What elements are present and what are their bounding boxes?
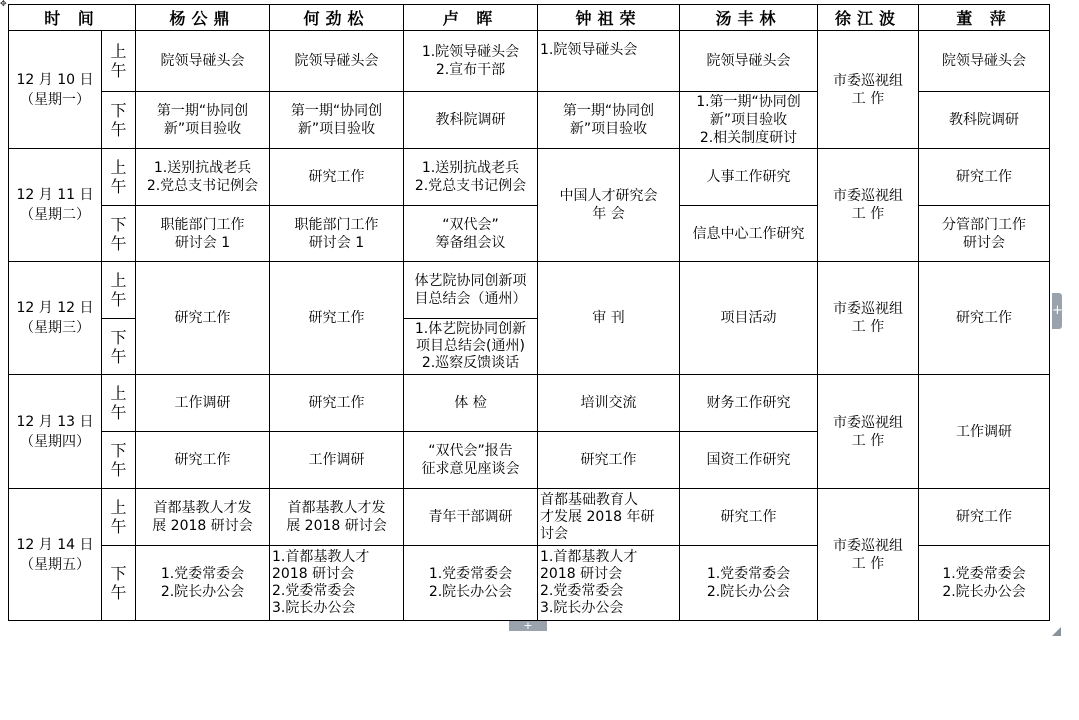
schedule-cell[interactable]: 项目活动 (680, 262, 818, 375)
schedule-cell[interactable]: 首都基教人才发 展 2018 研讨会 (270, 489, 404, 546)
header-person: 卢 晖 (404, 5, 538, 31)
schedule-cell[interactable]: 研究工作 (136, 262, 270, 375)
schedule-cell[interactable]: 市委巡视组 工 作 (818, 375, 919, 489)
header-person: 何劲松 (270, 5, 404, 31)
schedule-cell[interactable]: 第一期“协同创 新”项目验收 (270, 92, 404, 149)
schedule-cell[interactable]: 1.党委常委会 2.院长办公会 (919, 546, 1050, 621)
schedule-cell[interactable]: 市委巡视组 工 作 (818, 31, 919, 149)
schedule-cell[interactable]: 研究工作 (538, 432, 680, 489)
schedule-cell[interactable]: 分管部门工作 研讨会 (919, 206, 1050, 262)
resize-icon (1052, 627, 1061, 636)
plus-icon: + (1052, 303, 1063, 318)
schedule-cell[interactable]: 1.党委常委会 2.院长办公会 (136, 546, 270, 621)
header-row (9, 5, 1050, 31)
schedule-cell[interactable]: 研究工作 (136, 432, 270, 489)
date-cell (9, 31, 102, 149)
weekday-label: （星期四） (20, 433, 90, 450)
schedule-cell[interactable]: 1.首都基教人才 2018 研讨会 2.党委常委会 3.院长办公会 (270, 546, 404, 621)
date-cell (9, 375, 102, 489)
schedule-cell[interactable]: 研究工作 (919, 489, 1050, 546)
schedule-cell[interactable]: 市委巡视组 工 作 (818, 149, 919, 262)
schedule-cell[interactable]: 研究工作 (680, 489, 818, 546)
schedule-cell[interactable]: 青年干部调研 (404, 489, 538, 546)
schedule-cell[interactable]: 人事工作研究 (680, 149, 818, 206)
pm-label: 下 午 (110, 441, 127, 479)
table-move-handle[interactable] (0, 0, 7, 7)
schedule-cell[interactable]: 研究工作 (919, 262, 1050, 375)
plus-icon: + (523, 619, 533, 632)
pm-label: 下 午 (110, 564, 127, 602)
schedule-cell[interactable]: 体 检 (404, 375, 538, 432)
insert-column-handle[interactable] (1052, 293, 1062, 329)
schedule-cell[interactable]: 1.首都基教人才 2018 研讨会 2.党委常委会 3.院长办公会 (538, 546, 680, 621)
schedule-cell[interactable]: 1.党委常委会 2.院长办公会 (680, 546, 818, 621)
half-day-pm (102, 546, 136, 621)
schedule-cell[interactable]: 1.院领导碰头会 (538, 31, 680, 92)
schedule-cell[interactable]: 培训交流 (538, 375, 680, 432)
am-label: 上 午 (110, 42, 127, 80)
am-label: 上 午 (110, 271, 127, 309)
schedule-cell[interactable]: 第一期“协同创 新”项目验收 (136, 92, 270, 149)
header-person: 董 萍 (919, 5, 1050, 31)
schedule-cell[interactable]: 市委巡视组 工 作 (818, 489, 919, 621)
schedule-cell[interactable]: 1.院领导碰头会 2.宣布干部 (404, 31, 538, 92)
date-cell (9, 262, 102, 375)
pm-label: 下 午 (110, 101, 127, 139)
am-label: 上 午 (110, 384, 127, 422)
schedule-cell[interactable]: 1.送别抗战老兵 2.党总支书记例会 (404, 149, 538, 206)
schedule-cell[interactable]: 职能部门工作 研讨会 1 (270, 206, 404, 262)
schedule-cell[interactable]: 首都基教人才发 展 2018 研讨会 (136, 489, 270, 546)
table-row (9, 31, 1050, 92)
weekday-label: （星期二） (20, 207, 90, 223)
schedule-cell[interactable]: 研究工作 (270, 262, 404, 375)
schedule-cell[interactable]: 院领导碰头会 (270, 31, 404, 92)
schedule-cell[interactable]: 第一期“协同创 新”项目验收 (538, 92, 680, 149)
half-day-am (102, 489, 136, 546)
schedule-cell[interactable]: 信息中心工作研究 (680, 206, 818, 262)
weekday-label: （星期五） (20, 556, 90, 573)
date-label: 12 月 12 日 (16, 300, 94, 316)
schedule-cell[interactable]: 1.体艺院协同创新 项目总结会(通州) 2.巡察反馈谈话 (404, 319, 538, 375)
weekday-label: （星期一） (20, 91, 90, 108)
schedule-cell[interactable]: 研究工作 (919, 149, 1050, 206)
schedule-cell[interactable]: “双代会”报告 征求意见座谈会 (404, 432, 538, 489)
half-day-pm (102, 92, 136, 149)
schedule-cell[interactable]: 1.送别抗战老兵 2.党总支书记例会 (136, 149, 270, 206)
pm-label: 下 午 (110, 327, 127, 366)
schedule-cell[interactable]: 审 刊 (538, 262, 680, 375)
schedule-cell[interactable]: 体艺院协同创新项 目总结会（通州） (404, 262, 538, 319)
schedule-cell[interactable]: 财务工作研究 (680, 375, 818, 432)
schedule-cell[interactable]: 市委巡视组 工 作 (818, 262, 919, 375)
table-row (9, 149, 1050, 206)
half-day-pm (102, 432, 136, 489)
insert-row-handle[interactable] (509, 621, 547, 631)
schedule-cell[interactable]: 首都基础教育人 才发展 2018 年研 讨会 (538, 489, 680, 546)
schedule-cell[interactable]: 院领导碰头会 (919, 31, 1050, 92)
half-day-am (102, 375, 136, 432)
half-day-pm (102, 206, 136, 262)
half-day-am (102, 262, 136, 319)
table-row (9, 489, 1050, 546)
pm-label: 下 午 (110, 214, 127, 253)
schedule-cell[interactable]: 1.党委常委会 2.院长办公会 (404, 546, 538, 621)
header-person: 徐江波 (818, 5, 919, 31)
date-cell (9, 149, 102, 262)
schedule-cell[interactable]: 工作调研 (919, 375, 1050, 489)
half-day-am (102, 149, 136, 206)
table-resize-handle[interactable] (1052, 621, 1061, 630)
table-row (9, 375, 1050, 432)
header-person: 汤丰林 (680, 5, 818, 31)
schedule-table (8, 4, 1050, 621)
am-label: 上 午 (110, 498, 127, 536)
weekday-label: （星期三） (20, 320, 90, 336)
schedule-cell[interactable]: 院领导碰头会 (136, 31, 270, 92)
schedule-cell[interactable]: 研究工作 (270, 375, 404, 432)
header-time: 时 间 (9, 5, 136, 31)
schedule-cell[interactable]: 教科院调研 (404, 92, 538, 149)
schedule-cell[interactable]: 教科院调研 (919, 92, 1050, 149)
move-icon: ✥ (0, 0, 7, 8)
table-row (9, 262, 1050, 319)
schedule-cell[interactable]: 院领导碰头会 (680, 31, 818, 92)
date-label: 12 月 13 日 (16, 413, 94, 430)
schedule-cell[interactable]: 工作调研 (270, 432, 404, 489)
schedule-cell[interactable]: 中国人才研究会 年 会 (538, 149, 680, 262)
date-label: 12 月 14 日 (16, 536, 94, 553)
schedule-cell[interactable]: “双代会” 筹备组会议 (404, 206, 538, 262)
half-day-pm (102, 319, 136, 375)
header-person: 钟祖荣 (538, 5, 680, 31)
date-cell (9, 489, 102, 621)
half-day-am (102, 31, 136, 92)
schedule-cell[interactable]: 研究工作 (270, 149, 404, 206)
date-label: 12 月 11 日 (16, 187, 94, 203)
schedule-cell[interactable]: 职能部门工作 研讨会 1 (136, 206, 270, 262)
schedule-cell[interactable]: 国资工作研究 (680, 432, 818, 489)
schedule-cell[interactable]: 1.第一期“协同创 新”项目验收 2.相关制度研讨 (680, 92, 818, 149)
am-label: 上 午 (110, 158, 127, 196)
header-person: 杨公鼎 (136, 5, 270, 31)
date-label: 12 月 10 日 (16, 71, 94, 88)
schedule-cell[interactable]: 工作调研 (136, 375, 270, 432)
